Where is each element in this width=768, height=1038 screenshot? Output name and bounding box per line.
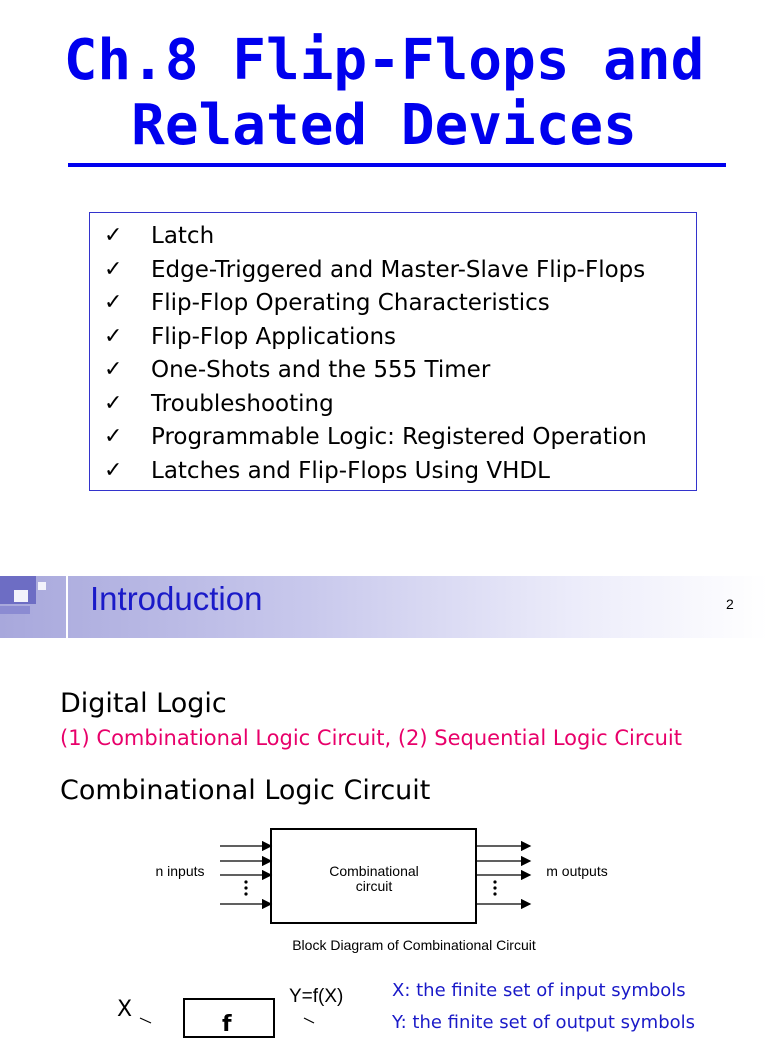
check-icon: ✓ (104, 290, 123, 315)
output-equation: Y=f(X) (289, 986, 344, 1007)
outputs-label: m outputs (546, 863, 608, 879)
list-item-text: Troubleshooting (151, 390, 334, 417)
topic-list (89, 212, 697, 491)
input-x-label: X (117, 997, 133, 1022)
check-icon: ✓ (104, 357, 123, 382)
title-underline (68, 163, 726, 167)
decor-square-icon (14, 590, 28, 602)
list-item-text: Latches and Flip-Flops Using VHDL (151, 457, 550, 484)
box-label-line1: Combinational (329, 863, 419, 879)
x-definition: X: the finite set of input symbols (392, 980, 686, 1001)
header-divider (66, 576, 68, 638)
check-icon: ✓ (104, 424, 123, 449)
check-icon: ✓ (104, 390, 123, 416)
check-icon: ✓ (104, 256, 123, 282)
check-icon: ✓ (104, 323, 123, 349)
slide-title-line2: Related Devices (131, 93, 637, 158)
combinational-block-diagram (140, 820, 630, 960)
decor-square-icon (38, 582, 46, 590)
circuit-types: (1) Combinational Logic Circuit, (2) Sequential Logic Circuit (60, 726, 682, 750)
inputs-label: n inputs (155, 863, 205, 879)
list-item-text: Edge-Triggered and Master-Slave Flip-Flops (151, 256, 646, 283)
heading-digital-logic: Digital Logic (60, 688, 227, 719)
check-icon: ✓ (104, 457, 123, 483)
list-item-text: Flip-Flop Operating Characteristics (151, 290, 550, 316)
page-number: 2 (726, 596, 734, 612)
x-arrow-icon (135, 1010, 185, 1024)
function-label: f (222, 1012, 232, 1037)
diagram-caption: Block Diagram of Combinational Circuit (292, 937, 536, 953)
list-item-text: Latch (151, 223, 215, 249)
heading-combinational: Combinational Logic Circuit (60, 775, 431, 806)
list-item-text: One-Shots and the 555 Timer (151, 357, 491, 383)
slide-title-line1: Ch.8 Flip-Flops and (63, 28, 705, 93)
slide-title: Introduction (90, 580, 263, 617)
output-arrows (476, 846, 530, 904)
y-definition: Y: the finite set of output symbols (392, 1012, 696, 1033)
list-item-text: Programmable Logic: Registered Operation (151, 424, 647, 450)
box-label-line2: circuit (355, 878, 393, 894)
decor-bar-icon (0, 606, 30, 614)
check-icon: ✓ (104, 223, 123, 248)
list-item-text: Flip-Flop Applications (151, 323, 397, 350)
y-arrow-icon (280, 1010, 320, 1024)
